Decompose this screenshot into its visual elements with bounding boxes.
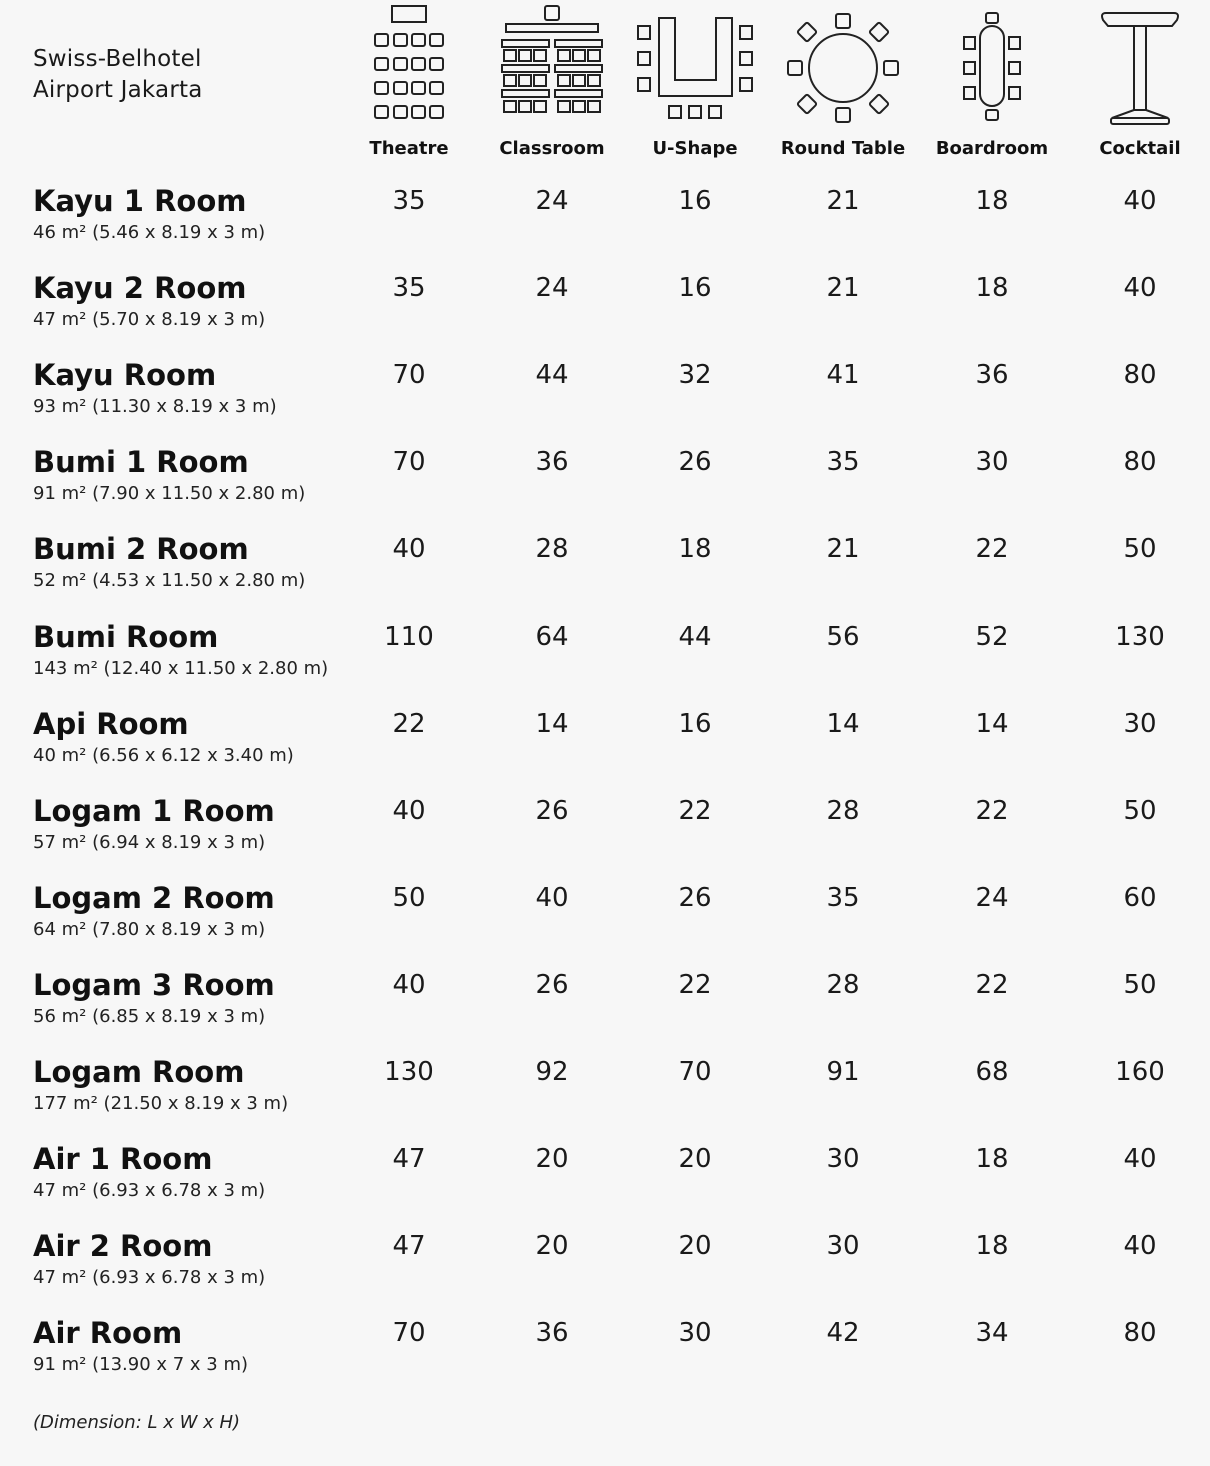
- capacity-cell: 21: [826, 273, 860, 304]
- capacity-cell: 18: [975, 186, 1009, 216]
- column-label: Classroom: [499, 138, 605, 159]
- capacity-cell: 32: [678, 360, 712, 391]
- capacity-cell: 50: [1123, 534, 1157, 565]
- table-row: [0, 270, 1210, 357]
- capacity-cell: 40: [392, 969, 426, 1000]
- capacity-cell: 42: [826, 1318, 860, 1349]
- capacity-cell: 52: [975, 621, 1009, 652]
- capacity-cell: 16: [678, 273, 712, 304]
- column-classroom: [477, 0, 627, 170]
- room-dimensions: 64 m² (7.80 x 8.19 x 3 m): [33, 918, 266, 940]
- room-dimensions: 56 m² (6.85 x 8.19 x 3 m): [33, 1005, 266, 1027]
- column-label: U-Shape: [652, 138, 738, 159]
- capacity-cell: 22: [678, 795, 712, 826]
- capacity-cell: 14: [826, 708, 860, 739]
- capacity-cell: 22: [392, 708, 426, 739]
- room-dimensions: 52 m² (4.53 x 11.50 x 2.80 m): [33, 570, 306, 592]
- column-boardroom: [917, 0, 1067, 170]
- table-row: [0, 706, 1210, 793]
- table-row: [0, 1054, 1210, 1141]
- column-round-table: [768, 0, 918, 170]
- capacity-cell: 14: [535, 708, 569, 739]
- capacity-cell: 41: [826, 360, 860, 391]
- capacity-cell: 50: [392, 882, 426, 913]
- table-row: [0, 619, 1210, 706]
- capacity-cell: 35: [392, 273, 426, 304]
- hotel-name-line-1: Swiss-Belhotel: [33, 46, 202, 72]
- table-row: [0, 183, 1210, 270]
- capacity-cell: 16: [678, 708, 712, 739]
- capacity-cell: 56: [826, 621, 860, 652]
- capacity-cell: 20: [535, 1144, 569, 1175]
- capacity-cell: 68: [975, 1057, 1009, 1087]
- column-label: Boardroom: [935, 138, 1049, 159]
- room-name: Air 1 Room: [33, 1142, 213, 1177]
- room-name: Logam 1 Room: [33, 793, 275, 828]
- capacity-cell: 40: [535, 882, 569, 913]
- capacity-cell: 80: [1123, 447, 1157, 478]
- capacity-cell: 40: [1123, 1144, 1157, 1175]
- round-table-layout-icon: [783, 4, 903, 128]
- capacity-cell: 80: [1123, 360, 1157, 391]
- capacity-cell: 40: [1123, 186, 1157, 216]
- table-row: [0, 444, 1210, 531]
- table-row: [0, 357, 1210, 444]
- capacity-cell: 50: [1123, 795, 1157, 826]
- room-name: Logam 2 Room: [33, 880, 275, 915]
- room-name: Air Room: [33, 1316, 183, 1351]
- capacity-cell: 28: [535, 534, 569, 565]
- room-dimensions: 47 m² (6.93 x 6.78 x 3 m): [33, 1267, 266, 1289]
- room-dimensions: 46 m² (5.46 x 8.19 x 3 m): [33, 222, 266, 243]
- room-name: Kayu Room: [33, 358, 217, 393]
- capacity-cell: 47: [392, 1231, 426, 1262]
- hotel-name-line-2: Airport Jakarta: [33, 77, 203, 103]
- room-dimensions: 93 m² (11.30 x 8.19 x 3 m): [33, 396, 277, 418]
- capacity-cell: 20: [535, 1231, 569, 1262]
- classroom-layout-icon: [492, 4, 612, 128]
- capacity-cell: 47: [392, 1144, 426, 1175]
- capacity-cell: 40: [1123, 1231, 1157, 1262]
- table-row: [0, 1315, 1210, 1402]
- capacity-cell: 22: [678, 969, 712, 1000]
- capacity-cell: 16: [678, 186, 712, 216]
- theatre-layout-icon: [349, 4, 469, 128]
- cocktail-table-icon: [1080, 4, 1200, 128]
- capacity-cell: 21: [826, 186, 860, 216]
- room-name: Bumi Room: [33, 619, 219, 654]
- capacity-cell: 130: [1115, 621, 1165, 652]
- capacity-cell: 160: [1115, 1057, 1165, 1087]
- table-row: [0, 967, 1210, 1054]
- capacity-cell: 36: [535, 447, 569, 478]
- boardroom-layout-icon: [932, 4, 1052, 128]
- room-dimensions: 47 m² (6.93 x 6.78 x 3 m): [33, 1180, 266, 1202]
- room-name: Logam Room: [33, 1055, 245, 1089]
- room-name: Kayu 2 Room: [33, 271, 247, 306]
- capacity-cell: 22: [975, 795, 1009, 826]
- room-dimensions: 91 m² (13.90 x 7 x 3 m): [33, 1354, 249, 1376]
- capacity-cell: 21: [826, 534, 860, 565]
- capacity-cell: 30: [826, 1231, 860, 1262]
- capacity-cell: 26: [678, 447, 712, 478]
- table-row: [0, 1141, 1210, 1228]
- room-name: Logam 3 Room: [33, 967, 275, 1002]
- room-name: Bumi 2 Room: [33, 532, 249, 567]
- room-name: Kayu 1 Room: [33, 184, 247, 218]
- capacity-cell: 35: [826, 882, 860, 913]
- capacity-cell: 24: [535, 273, 569, 304]
- column-u-shape: [620, 0, 770, 170]
- room-name: Air 2 Room: [33, 1229, 213, 1264]
- hotel-name: [33, 44, 203, 106]
- capacity-cell: 30: [975, 447, 1009, 478]
- capacity-cell: 64: [535, 621, 569, 652]
- capacity-cell: 40: [392, 795, 426, 826]
- capacity-cell: 34: [975, 1318, 1009, 1349]
- capacity-cell: 22: [975, 969, 1009, 1000]
- capacity-cell: 28: [826, 969, 860, 1000]
- capacity-cell: 22: [975, 534, 1009, 565]
- capacity-cell: 18: [975, 1144, 1009, 1175]
- capacity-cell: 44: [535, 360, 569, 391]
- column-label: Theatre: [369, 138, 449, 159]
- capacity-cell: 60: [1123, 882, 1157, 913]
- room-name: Api Room: [33, 706, 189, 741]
- capacity-cell: 70: [678, 1057, 712, 1087]
- table-row: [0, 793, 1210, 880]
- column-label: Cocktail: [1099, 138, 1181, 159]
- room-dimensions: 57 m² (6.94 x 8.19 x 3 m): [33, 831, 266, 853]
- room-name: Bumi 1 Room: [33, 445, 249, 480]
- capacity-cell: 24: [975, 882, 1009, 913]
- capacity-cell: 130: [384, 1057, 434, 1087]
- capacity-cell: 50: [1123, 969, 1157, 1000]
- room-dimensions: 177 m² (21.50 x 8.19 x 3 m): [33, 1093, 289, 1114]
- capacity-cell: 30: [678, 1318, 712, 1349]
- capacity-cell: 26: [535, 795, 569, 826]
- u-shape-layout-icon: [635, 4, 755, 128]
- room-dimensions: 91 m² (7.90 x 11.50 x 2.80 m): [33, 483, 306, 505]
- capacity-cell: 36: [535, 1318, 569, 1349]
- room-dimensions: 47 m² (5.70 x 8.19 x 3 m): [33, 309, 266, 331]
- capacity-cell: 28: [826, 795, 860, 826]
- capacity-cell: 110: [384, 621, 434, 652]
- capacity-cell: 18: [678, 534, 712, 565]
- capacity-cell: 40: [392, 534, 426, 565]
- capacity-cell: 35: [392, 186, 426, 216]
- capacity-cell: 24: [535, 186, 569, 216]
- column-cocktail: [1065, 0, 1210, 170]
- capacity-cell: 14: [975, 708, 1009, 739]
- table-row: [0, 880, 1210, 967]
- capacity-cell: 44: [678, 621, 712, 652]
- room-dimensions: 143 m² (12.40 x 11.50 x 2.80 m): [33, 657, 329, 679]
- capacity-cell: 40: [1123, 273, 1157, 304]
- capacity-cell: 18: [975, 1231, 1009, 1262]
- capacity-cell: 35: [826, 447, 860, 478]
- room-dimensions: 40 m² (6.56 x 6.12 x 3.40 m): [33, 744, 294, 766]
- capacity-cell: 70: [392, 360, 426, 391]
- capacity-cell: 91: [826, 1057, 860, 1087]
- capacity-cell: 30: [1123, 708, 1157, 739]
- column-label: Round Table: [780, 138, 906, 159]
- capacity-cell: 70: [392, 447, 426, 478]
- capacity-cell: 80: [1123, 1318, 1157, 1349]
- table-row: [0, 531, 1210, 618]
- capacity-cell: 18: [975, 273, 1009, 304]
- dimension-footnote: (Dimension: L x W x H): [33, 1412, 241, 1433]
- capacity-cell: 36: [975, 360, 1009, 391]
- table-row: [0, 1228, 1210, 1315]
- capacity-cell: 70: [392, 1318, 426, 1349]
- capacity-cell: 26: [535, 969, 569, 1000]
- capacity-cell: 26: [678, 882, 712, 913]
- capacity-cell: 20: [678, 1231, 712, 1262]
- capacity-cell: 20: [678, 1144, 712, 1175]
- column-theatre: [334, 0, 484, 170]
- capacity-cell: 92: [535, 1057, 569, 1087]
- capacity-cell: 30: [826, 1144, 860, 1175]
